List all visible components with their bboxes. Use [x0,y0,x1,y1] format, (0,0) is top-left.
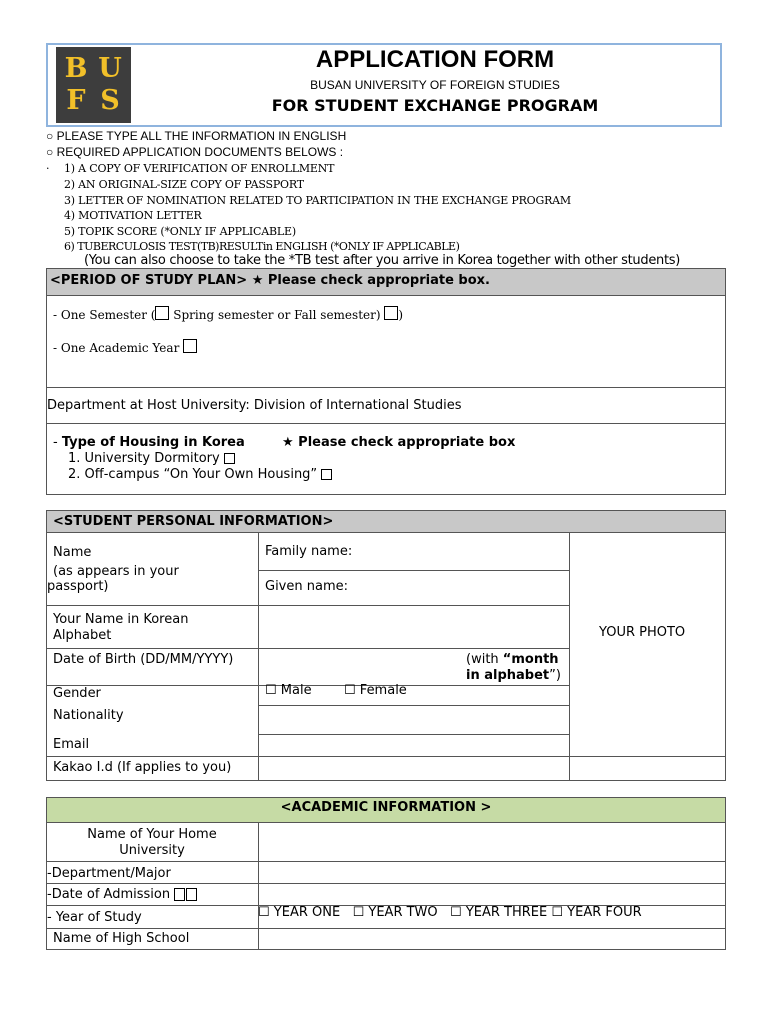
housing-title-line [53,435,245,450]
email-label: Email [53,737,90,752]
instruction-english-text: PLEASE TYPE ALL THE INFORMATION IN ENGLISH [56,129,347,143]
dob-label: Date of Birth (DD/MM/YYYY) [53,652,234,667]
logo-letter-u: U [98,53,122,84]
bufs-logo [56,47,131,123]
instruction-english [46,129,346,143]
dob-hint-line2 [466,668,561,683]
dob-hint-c: in alphabet [466,668,550,683]
logo-letter-b: B [64,53,88,84]
department-major-label: -Department/Major [47,866,171,881]
name-label-note-2: passport) [47,579,109,594]
gender-female-option [344,683,407,698]
family-name-label: Family name: [265,544,353,559]
semester-detail-label: Spring semester or Fall semester) [169,308,385,322]
divider [46,648,569,649]
female-label: Female [359,683,407,698]
divider [258,570,569,571]
dob-hint [466,652,559,667]
doc-item-3: 3) LETTER OF NOMINATION RELATED TO PARTICIPATION IN THE EXCHANGE PROGRAM [64,194,571,207]
divider [46,423,726,424]
one-year-checkbox[interactable] [183,339,197,353]
year-three-checkbox[interactable]: ☐ [450,905,462,920]
female-checkbox[interactable]: ☐ [344,683,356,698]
gender-label: Gender [53,686,101,701]
divider [46,861,726,862]
year-four-label: YEAR FOUR [567,905,642,920]
one-semester-label: - One Semester ( [53,308,156,322]
divider [46,756,726,757]
given-name-label: Given name: [265,579,348,594]
housing-note: ★ Please check appropriate box [282,435,516,450]
one-year-label: - One Academic Year [53,341,184,355]
year-one-label: YEAR ONE [273,905,341,920]
year-two-label: YEAR TWO [368,905,438,920]
year-options [258,905,642,920]
housing-title: Type of Housing in Korea [61,435,245,450]
one-semester-checkbox[interactable] [155,306,169,320]
year-two-checkbox[interactable]: ☐ [352,905,365,920]
year-of-study-label: - Year of Study [47,910,142,925]
male-checkbox[interactable]: ☐ [265,683,277,698]
university-name: BUSAN UNIVERSITY OF FOREIGN STUDIES [310,78,560,92]
gender-male-option [265,683,312,698]
doc-item-2: 2) AN ORIGINAL-SIZE COPY OF PASSPORT [64,178,304,191]
dob-hint-d: ”) [549,668,561,683]
divider [258,705,569,706]
doc-item-6: 6) TUBERCULOSIS TEST(TB)RESULTin ENGLISH (*ONLY IF APPLICABLE) [64,240,460,253]
name-label-note: (as appears in your [53,564,179,579]
tb-note: (You can also choose to take the *TB test after you arrive in Korea together with other students) [84,253,680,268]
housing-dash: - [53,435,62,450]
doc-item-1: 1) A COPY OF VERIFICATION OF ENROLLMENT [64,162,335,175]
doc-item-5: 5) TOPIK SCORE (*ONLY IF APPLICABLE) [64,225,296,238]
korean-name-label: Your Name in Korean [53,612,189,627]
personal-info-header-text: <STUDENT PERSONAL INFORMATION> [53,514,334,529]
missing-glyph-icon [174,888,185,901]
academic-info-header-text: <ACADEMIC INFORMATION > [280,800,492,815]
offcampus-label: 2. Off-campus “On Your Own Housing” [68,467,322,482]
program-name: FOR STUDENT EXCHANGE PROGRAM [271,96,599,115]
year-one-checkbox[interactable]: ☐ [258,905,270,920]
home-university-label: Name of Your Home [87,827,217,842]
divider [46,883,726,884]
dob-hint-a: (with [466,652,503,667]
housing-option-dorm [68,451,235,466]
nationality-label: Nationality [53,708,124,723]
department-host-university: Department at Host University: Division of International Studies [47,398,462,413]
divider [569,532,570,781]
semester-choice-checkbox[interactable] [384,306,398,320]
dorm-checkbox[interactable] [224,453,235,464]
circle-bullet-icon: ○ [46,129,54,143]
name-label: Name [53,545,92,560]
divider [46,387,726,388]
doc-item-4: 4) MOTIVATION LETTER [64,209,202,222]
high-school-label: Name of High School [53,931,190,946]
study-plan-header-text: <PERIOD OF STUDY PLAN> ★ Please check appropriate box. [50,273,490,288]
missing-glyph-icon [186,888,197,901]
year-four-checkbox[interactable]: ☐ [551,905,564,920]
korean-name-label-2: Alphabet [53,628,112,643]
close-paren: ) [398,308,404,322]
one-year-option [53,339,197,355]
logo-letter-s: S [100,85,120,116]
male-label: Male [280,683,312,698]
home-university-label-2: University [119,843,185,858]
instruction-documents [46,145,343,159]
offcampus-checkbox[interactable] [321,469,332,480]
divider [46,928,726,929]
divider [46,605,569,606]
housing-option-offcampus [68,467,332,482]
bullet-dot: · [46,162,50,175]
form-title: APPLICATION FORM [315,46,555,73]
divider [258,822,259,950]
logo-letter-f: F [66,85,86,116]
circle-bullet-icon: ○ [46,145,54,159]
photo-placeholder[interactable]: YOUR PHOTO [599,625,686,640]
dorm-label: 1. University Dormitory [68,451,224,466]
dob-hint-b: “month [502,652,559,667]
kakao-label: Kakao I.d (If applies to you) [53,760,232,775]
year-three-label: YEAR THREE [465,905,548,920]
admission-date-label [47,887,197,902]
divider [258,734,569,735]
instruction-documents-text: REQUIRED APPLICATION DOCUMENTS BELOWS : [56,145,344,159]
admission-label-text: -Date of Admission [47,887,175,902]
one-semester-option [53,306,403,322]
